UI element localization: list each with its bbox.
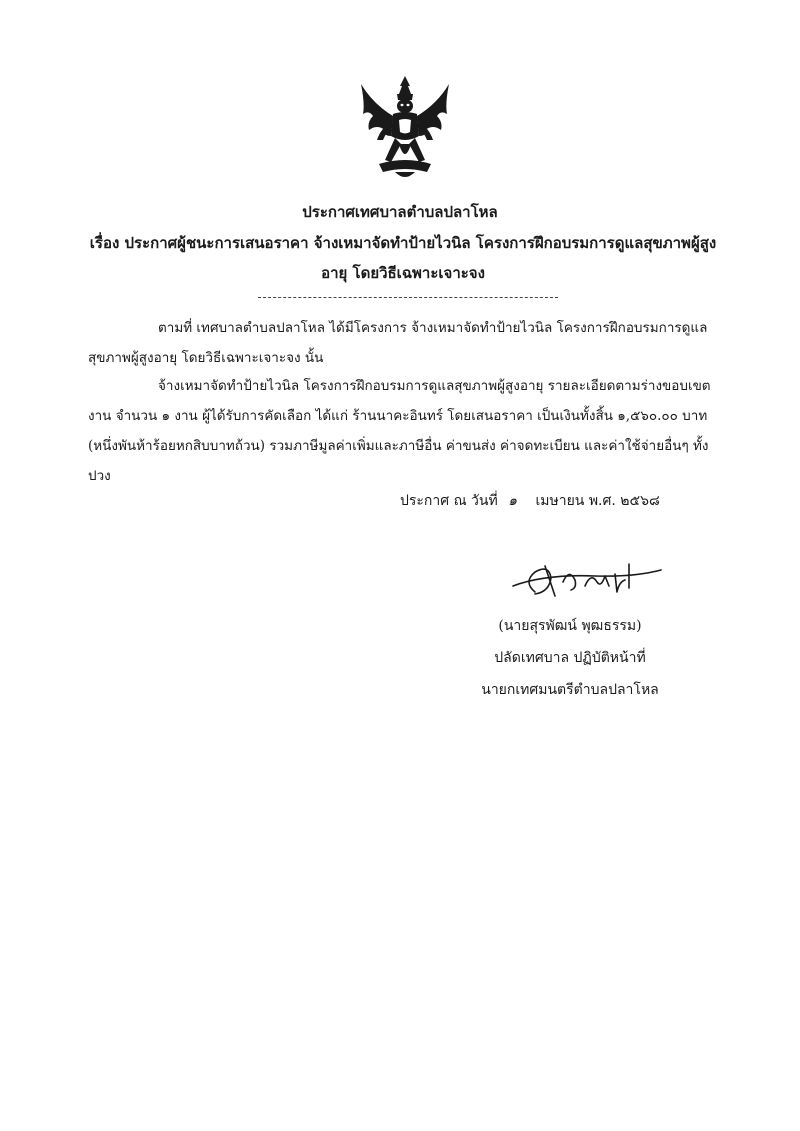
organization-title: ประกาศเทศบาลตำบลปลาโหล bbox=[302, 203, 498, 221]
announcement-subject: เรื่อง ประกาศผู้ชนะการเสนอราคา จ้างเหมาจัดทำป้ายไวนิล โครงการฝึกอบรมการดูแลสุขภาพผู้สูงอายุ โดยวิธีเฉพาะเจาะจง bbox=[89, 234, 717, 282]
date-day: ๑ bbox=[508, 493, 518, 509]
signature-block bbox=[470, 610, 670, 706]
announcement-date bbox=[400, 490, 660, 512]
body-paragraph-2: จ้างเหมาจัดทำป้ายไวนิล โครงการฝึกอบรมการดูแลสุขภาพผู้สูงอายุ รายละเอียดตามร่างขอบเขตงาน จำนวน ๑ งาน ผู้ได้รับการคัดเลือก ได้แก่ ร้านนาคะอินทร์ โดยเสนอราคา เป็นเงินทั้งสิ้น ๑,๕๖๐.๐๐ บาท (หนึ่งพันห้าร้อยหกสิบบาทถ้วน) รวมภาษีมูลค่าเพิ่มและภาษีอื่น ค่าขนส่ง ค่าจดทะเบียน และค่าใช้จ่ายอื่นๆ ทั้งปวง bbox=[88, 378, 711, 484]
date-month-year: เมษายน พ.ศ. ๒๕๖๘ bbox=[535, 493, 660, 509]
signatory-position-2: นายกเทศมนตรีตำบลปลาโหล bbox=[481, 682, 659, 698]
garuda-emblem-icon bbox=[355, 74, 455, 184]
date-prefix: ประกาศ ณ วันที่ bbox=[400, 493, 498, 509]
handwritten-signature-icon bbox=[505, 552, 665, 612]
signatory-position-1: ปลัดเทศบาล ปฏิบัติหน้าที่ bbox=[494, 650, 646, 666]
body-paragraph-1: ตามที่ เทศบาลตำบลปลาโหล ได้มีโครงการ จ้างเหมาจัดทำป้ายไวนิล โครงการฝึกอบรมการดูแลสุขภาพผู้สูงอายุ โดยวิธีเฉพาะเจาะจง นั้น bbox=[88, 320, 708, 366]
signatory-name: (นายสุรพัฒน์ พุฒธรรม) bbox=[498, 618, 642, 634]
divider-line bbox=[258, 297, 558, 298]
